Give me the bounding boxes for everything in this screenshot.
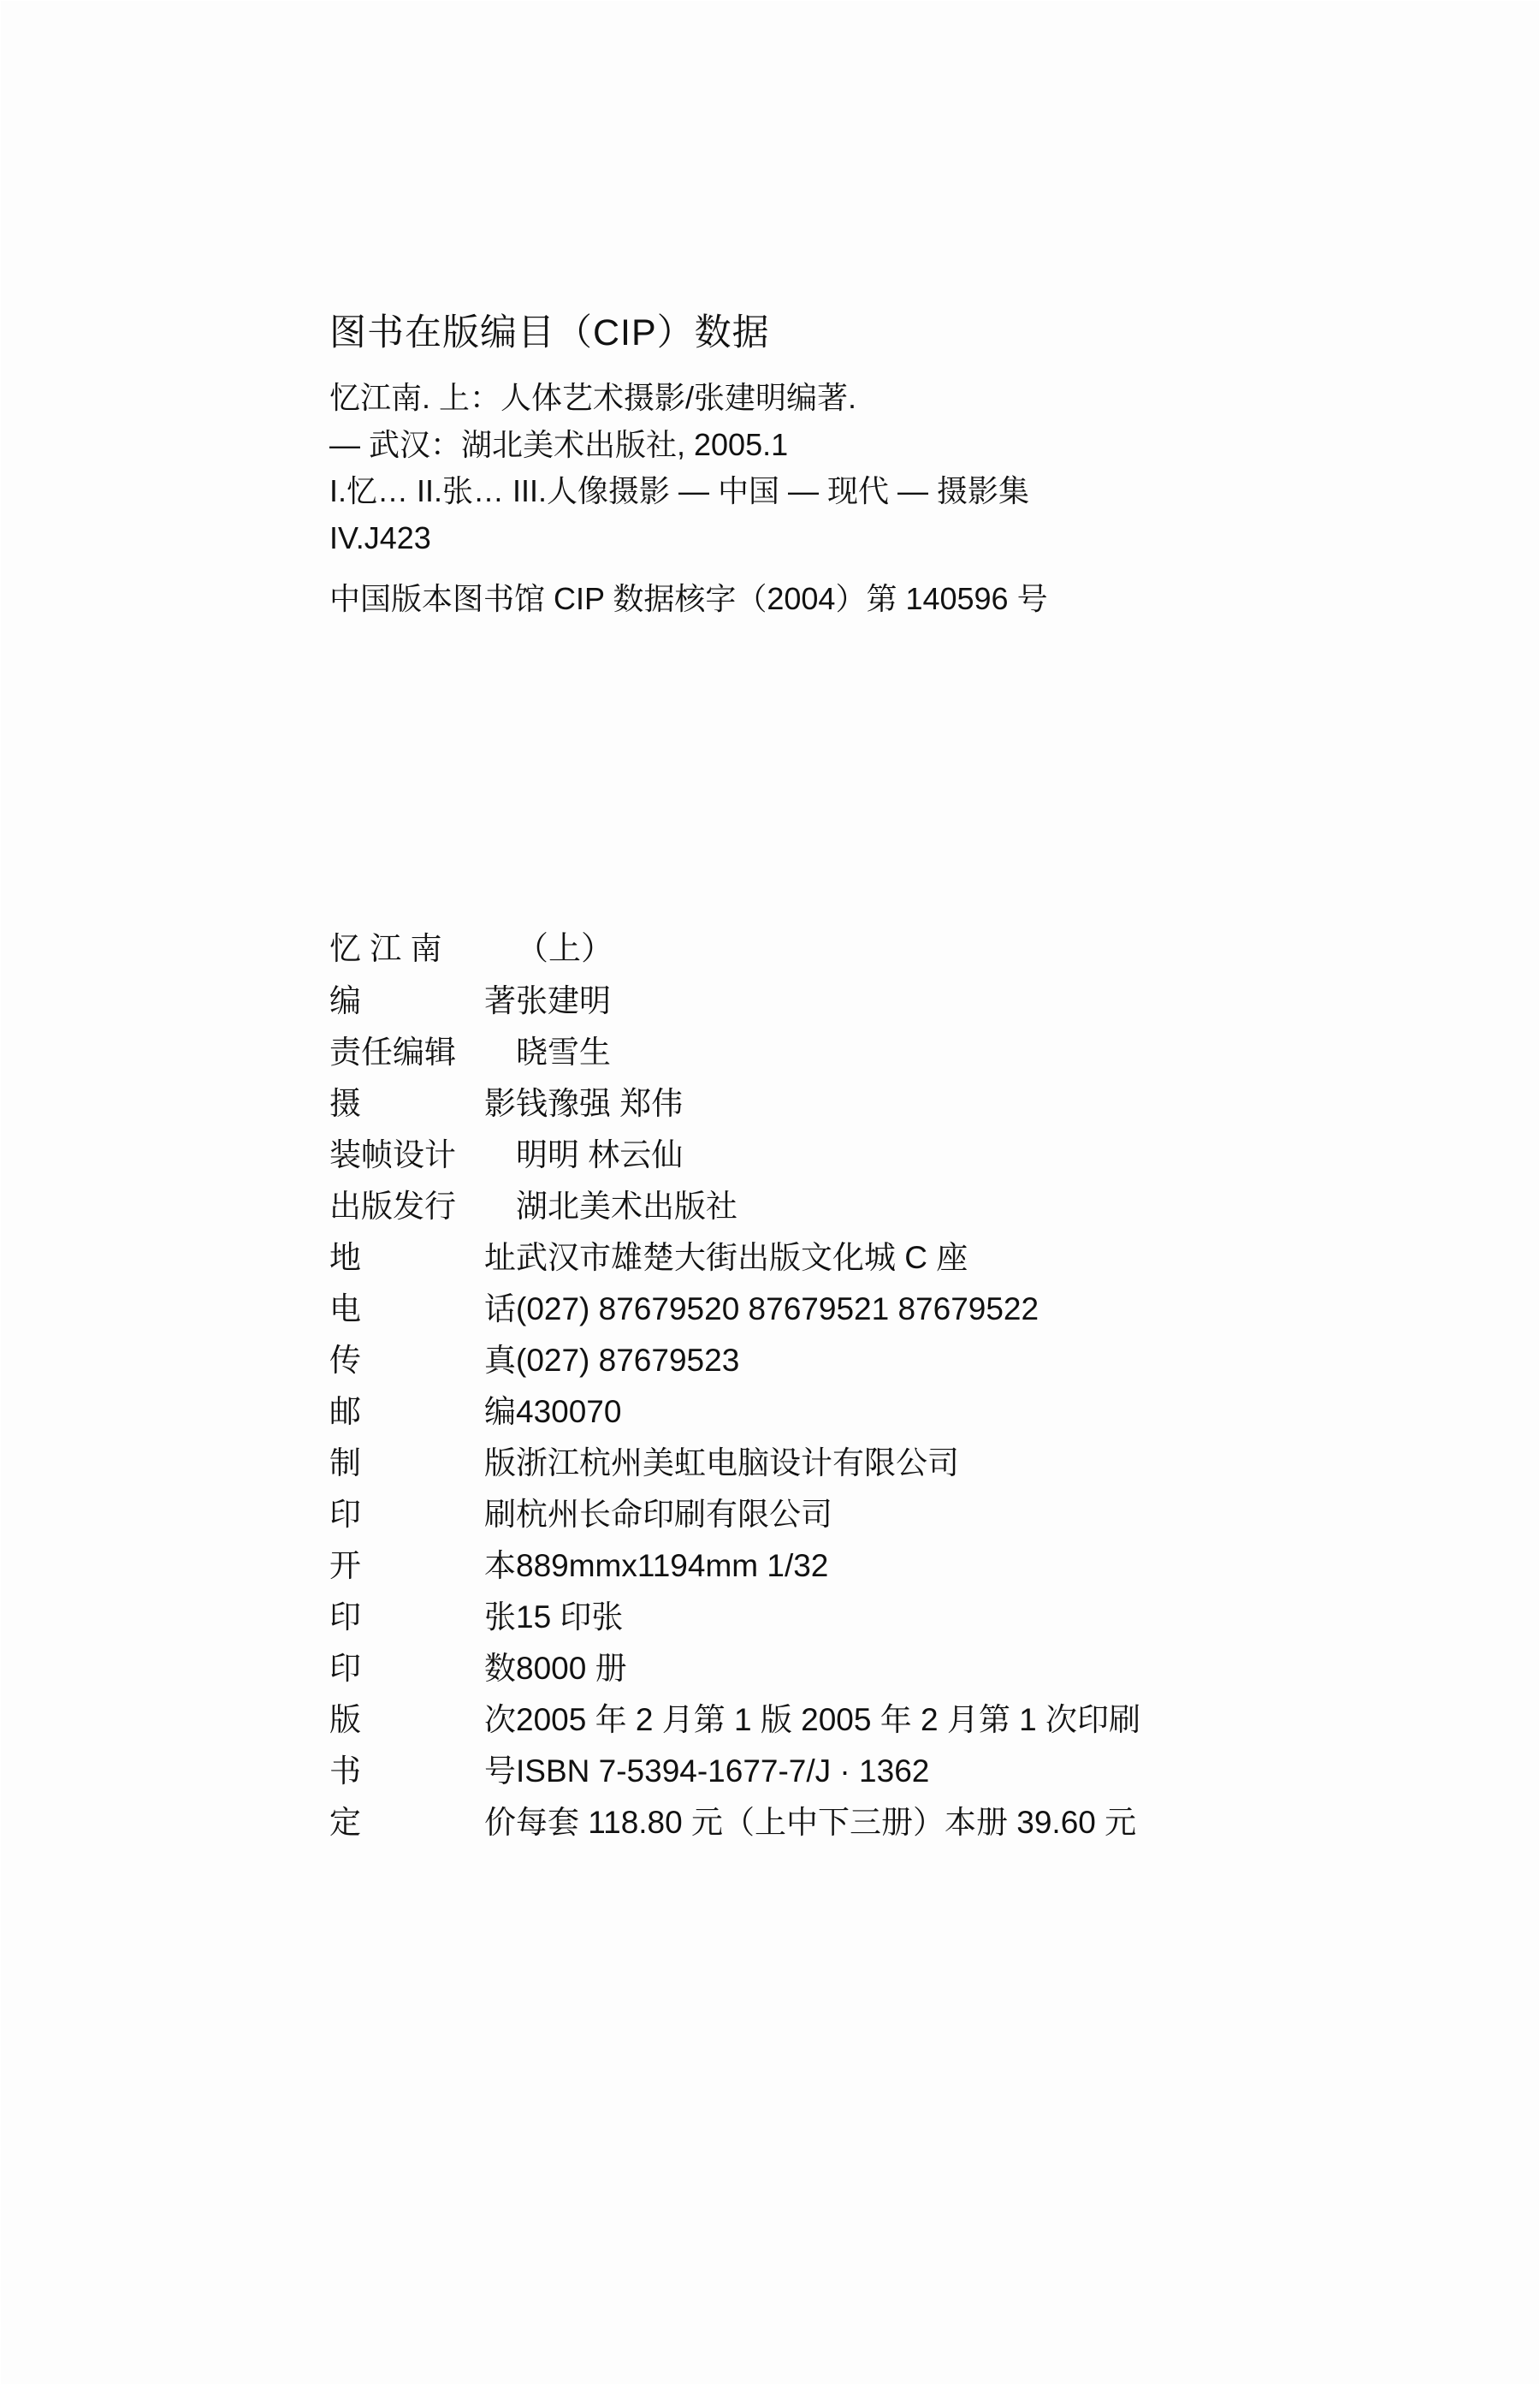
- colophon-value-design: 明明 林云仙: [516, 1137, 684, 1172]
- colophon-label-isbn-b: 号: [484, 1753, 516, 1789]
- colophon-row-postcode: [329, 1396, 1442, 1427]
- colophon-label-platemaking-b: 版: [484, 1445, 516, 1480]
- colophon-label-photography-b: 影: [484, 1086, 516, 1121]
- colophon-value-sheets: 15 印张: [516, 1599, 624, 1634]
- colophon-value-price: 每套 118.80 元（上中下三册）本册 39.60 元: [516, 1805, 1137, 1840]
- cip-line-4: IV.J423: [329, 520, 431, 556]
- colophon-row-isbn: [329, 1755, 1442, 1787]
- colophon-row-format: [329, 1550, 1442, 1581]
- colophon-label-phone-a: 电: [329, 1291, 361, 1326]
- colophon-label-photography: [329, 1088, 516, 1119]
- colophon-label-publisher: [329, 1190, 516, 1222]
- colophon-label-postcode: [329, 1396, 516, 1427]
- colophon-label-sheets: [329, 1601, 516, 1633]
- colophon-value-postcode: 430070: [516, 1394, 622, 1429]
- colophon-value-edition: 2005 年 2 月第 1 版 2005 年 2 月第 1 次印刷: [516, 1702, 1141, 1737]
- colophon-label-author-b: 著: [484, 983, 516, 1018]
- colophon-label-fax-b: 真: [484, 1343, 516, 1378]
- colophon-label-print-run-b: 数: [484, 1651, 516, 1686]
- colophon-label-format: [329, 1550, 516, 1581]
- colophon-label-platemaking-a: 制: [329, 1445, 361, 1480]
- colophon-label-price-a: 定: [329, 1805, 361, 1840]
- colophon-label-author: [329, 985, 516, 1017]
- colophon-value-platemaking: 浙江杭州美虹电脑设计有限公司: [516, 1445, 959, 1480]
- colophon-row-edition: [329, 1704, 1442, 1735]
- colophon-label-editor: [329, 1036, 516, 1068]
- colophon-value-format: 889mmx1194mm 1/32: [516, 1548, 829, 1583]
- colophon-block: [329, 933, 1442, 1858]
- cip-block: [329, 304, 1356, 623]
- colophon-row-phone: [329, 1293, 1442, 1325]
- colophon-label-design-a: 装帧设计: [329, 1137, 456, 1172]
- colophon-value-photography: 钱豫强 郑伟: [516, 1086, 684, 1121]
- colophon-value-phone: (027) 87679520 87679521 87679522: [516, 1291, 1040, 1326]
- colophon-label-printing-a: 印: [329, 1497, 361, 1532]
- colophon-label-phone: [329, 1293, 516, 1325]
- colophon-label-print-run-a: 印: [329, 1651, 361, 1686]
- colophon-label-price-b: 价: [484, 1805, 516, 1840]
- colophon-value-print-run: 8000 册: [516, 1651, 627, 1686]
- colophon-label-platemaking: [329, 1447, 516, 1479]
- colophon-label-edition: [329, 1704, 516, 1735]
- colophon-title-row: [329, 933, 1442, 965]
- cip-line-1: 忆江南. 上：人体艺术摄影/张建明编著.: [329, 380, 857, 415]
- colophon-row-printing: [329, 1498, 1442, 1530]
- colophon-label-printing: [329, 1498, 516, 1530]
- colophon-value-publisher: 湖北美术出版社: [516, 1189, 737, 1224]
- colophon-label-print-run: [329, 1652, 516, 1684]
- colophon-label-address-b: 址: [484, 1240, 516, 1275]
- colophon-row-photography: [329, 1088, 1442, 1119]
- colophon-label-price: [329, 1807, 516, 1838]
- colophon-label-phone-b: 话: [484, 1291, 516, 1326]
- colophon-row-design: [329, 1139, 1442, 1171]
- cip-registry-number: 中国版本图书馆 CIP 数据核字（2004）第 140596 号: [329, 580, 1048, 616]
- colophon-label-fax: [329, 1344, 516, 1376]
- colophon-label-edition-b: 次: [484, 1702, 516, 1737]
- colophon-row-address: [329, 1242, 1442, 1273]
- colophon-label-printing-b: 刷: [484, 1497, 516, 1532]
- colophon-label-edition-a: 版: [329, 1702, 361, 1737]
- cip-line-3: I.忆… II.张… III.人像摄影 — 中国 — 现代 — 摄影集: [329, 473, 1030, 509]
- colophon-label-postcode-a: 邮: [329, 1394, 361, 1429]
- colophon-label-fax-a: 传: [329, 1343, 361, 1378]
- colophon-label-author-a: 编: [329, 983, 361, 1018]
- colophon-row-sheets: [329, 1601, 1442, 1633]
- colophon-label-format-b: 本: [484, 1548, 516, 1583]
- colophon-title-label: 忆 江 南: [329, 931, 442, 966]
- colophon-row-publisher: [329, 1190, 1442, 1222]
- colophon-row-author: [329, 985, 1442, 1017]
- colophon-row-editor: [329, 1036, 1442, 1068]
- colophon-value-isbn: ISBN 7-5394-1677-7/J · 1362: [516, 1753, 930, 1789]
- colophon-row-print-run: [329, 1652, 1442, 1684]
- colophon-label-isbn-a: 书: [329, 1753, 361, 1789]
- colophon-label-address: [329, 1242, 516, 1273]
- cip-line-2: — 武汉：湖北美术出版社, 2005.1: [329, 426, 789, 462]
- colophon-title-volume: （上）: [516, 931, 614, 967]
- colophon-row-fax: [329, 1344, 1442, 1376]
- colophon-label-format-a: 开: [329, 1548, 361, 1583]
- colophon-value-author: 张建明: [516, 983, 611, 1018]
- colophon-label-publisher-a: 出版发行: [329, 1189, 456, 1224]
- cip-heading: 图书在版编目（CIP）数据: [329, 312, 770, 353]
- colophon-label-postcode-b: 编: [484, 1394, 516, 1429]
- colophon-label-editor-a: 责任编辑: [329, 1035, 456, 1070]
- colophon-label-sheets-b: 张: [484, 1599, 516, 1634]
- colophon-label-isbn: [329, 1755, 516, 1787]
- colophon-value-address: 武汉市雄楚大街出版文化城 C 座: [516, 1240, 968, 1275]
- colophon-row-price: [329, 1807, 1442, 1838]
- colophon-value-editor: 晓雪生: [516, 1035, 611, 1070]
- colophon-label-design: [329, 1139, 516, 1171]
- colophon-value-fax: (027) 87679523: [516, 1343, 740, 1378]
- colophon-value-printing: 杭州长命印刷有限公司: [516, 1497, 832, 1532]
- colophon-row-platemaking: [329, 1447, 1442, 1479]
- colophon-label-address-a: 地: [329, 1240, 361, 1275]
- colophon-label-sheets-a: 印: [329, 1599, 361, 1634]
- colophon-label-photography-a: 摄: [329, 1086, 361, 1121]
